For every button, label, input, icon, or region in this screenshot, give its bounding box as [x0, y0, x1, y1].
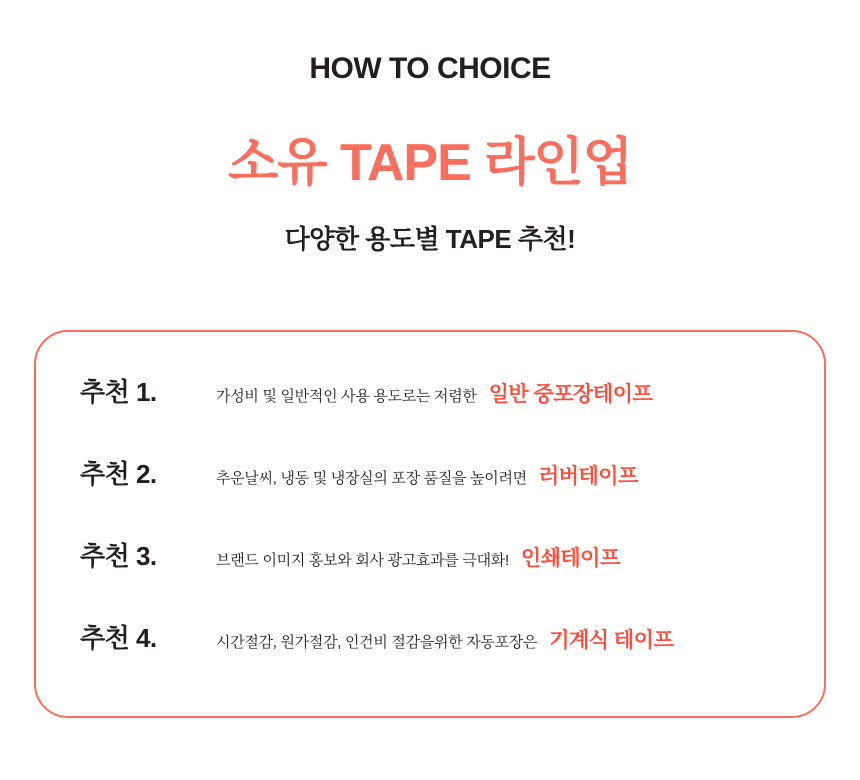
- recommendation-card: [34, 330, 826, 718]
- recommendation-label: 추천 4.: [80, 623, 157, 653]
- list-item: [36, 536, 824, 618]
- recommendation-highlight: 인쇄테이프: [520, 547, 620, 570]
- list-item: [36, 372, 824, 454]
- recommendation-label: 추천 3.: [80, 541, 157, 571]
- list-item: [36, 454, 824, 536]
- list-item: [36, 618, 824, 700]
- promo-page: [0, 52, 860, 780]
- recommendation-description: 시간절감, 원가절감, 인건비 절감을위한 자동포장은: [216, 634, 538, 651]
- page-subtitle: 다양한 용도별 TAPE 추천!: [284, 224, 576, 254]
- recommendation-description: 추운날씨, 냉동 및 냉장실의 포장 품질을 높이려면: [216, 470, 527, 487]
- recommendation-list: [36, 372, 824, 700]
- recommendation-description: 브랜드 이미지 홍보와 회사 광고효과를 극대화!: [216, 552, 509, 569]
- page-title: 소유 TAPE 라인업: [228, 134, 632, 192]
- recommendation-highlight: 기계식 테이프: [549, 629, 674, 652]
- recommendation-highlight: 일반 중포장테이프: [488, 383, 653, 406]
- recommendation-label: 추천 2.: [80, 459, 157, 489]
- eyebrow-text: HOW TO CHOICE: [309, 52, 551, 85]
- recommendation-label: 추천 1.: [80, 377, 157, 407]
- recommendation-description: 가성비 및 일반적인 사용 용도로는 저렴한: [216, 388, 477, 405]
- recommendation-highlight: 러버테이프: [538, 465, 638, 488]
